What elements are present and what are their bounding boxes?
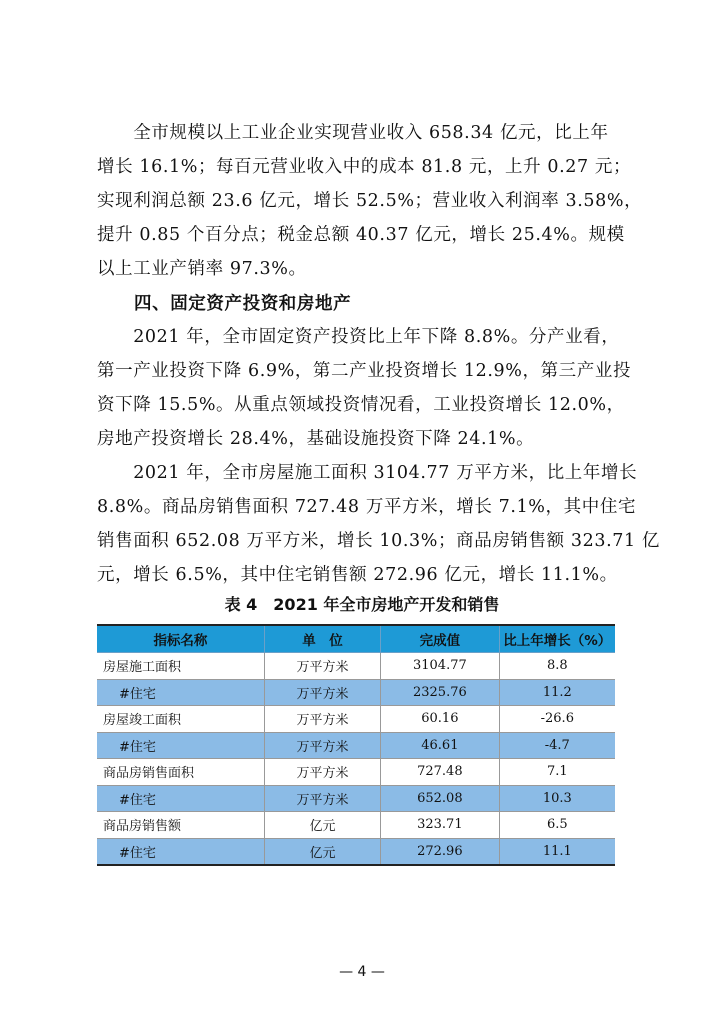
text-line: 资下降 15.5%。从重点领域投资情况看，工业投资增长 12.0%，	[97, 395, 625, 415]
cell-value: 272.96	[381, 838, 499, 865]
cell-value: 727.48	[381, 759, 499, 786]
page-number: — 4 —	[339, 964, 385, 980]
cell-value: 2325.76	[381, 679, 499, 706]
real-estate-table	[97, 624, 615, 866]
paragraph-fixed-investment	[97, 320, 637, 456]
text-line: 提升 0.85 个百分点；税金总额 40.37 亿元，增长 25.4%。规模	[97, 225, 625, 245]
cell-growth: 11.1	[499, 838, 615, 865]
section-heading: 四、固定资产投资和房地产	[134, 294, 352, 314]
header-growth: 比上年增长（%）	[499, 625, 615, 653]
cell-growth: 6.5	[499, 812, 615, 839]
cell-indicator: #住宅	[97, 838, 264, 865]
text-line: 以上工业产销率 97.3%。	[97, 259, 307, 279]
table-body	[97, 653, 615, 866]
table-row	[97, 759, 615, 786]
cell-growth: 8.8	[499, 653, 615, 680]
text-line: 房地产投资增长 28.4%，基础设施投资下降 24.1%。	[97, 429, 535, 449]
cell-value: 60.16	[381, 706, 499, 733]
text-line: 8.8%。商品房销售面积 727.48 万平方米，增长 7.1%，其中住宅	[97, 497, 637, 517]
text-line: 第一产业投资下降 6.9%，第二产业投资增长 12.9%，第三产业投	[97, 361, 632, 381]
cell-indicator: 商品房销售额	[97, 812, 264, 839]
table-row	[97, 785, 615, 812]
table-title: 表 4 2021 年全市房地产开发和销售	[224, 595, 500, 614]
cell-value: 652.08	[381, 785, 499, 812]
cell-value: 46.61	[381, 732, 499, 759]
table-row	[97, 679, 615, 706]
text-line: 增长 16.1%；每百元营业收入中的成本 81.8 元，上升 0.27 元；	[97, 157, 632, 177]
header-indicator: 指标名称	[97, 625, 264, 653]
cell-value: 323.71	[381, 812, 499, 839]
cell-indicator: #住宅	[97, 785, 264, 812]
cell-unit: 万平方米	[264, 732, 380, 759]
cell-unit: 万平方米	[264, 706, 380, 733]
cell-growth: -4.7	[499, 732, 615, 759]
cell-unit: 亿元	[264, 838, 380, 865]
cell-unit: 万平方米	[264, 679, 380, 706]
text-line: 元，增长 6.5%，其中住宅销售额 272.96 亿元，增长 11.1%。	[97, 565, 618, 585]
cell-indicator: #住宅	[97, 679, 264, 706]
cell-indicator: 商品房销售面积	[97, 759, 264, 786]
cell-growth: -26.6	[499, 706, 615, 733]
text-line: 2021 年，全市房屋施工面积 3104.77 万平方米，比上年增长	[97, 463, 638, 483]
header-unit: 单 位	[264, 625, 380, 653]
table-row	[97, 706, 615, 733]
table-row	[97, 653, 615, 680]
table-row	[97, 812, 615, 839]
text-line: 2021 年，全市固定资产投资比上年下降 8.8%。分产业看，	[97, 327, 620, 347]
table-row	[97, 838, 615, 865]
cell-unit: 万平方米	[264, 785, 380, 812]
cell-unit: 万平方米	[264, 653, 380, 680]
cell-indicator: 房屋竣工面积	[97, 706, 264, 733]
paragraph-real-estate	[97, 456, 660, 592]
cell-value: 3104.77	[381, 653, 499, 680]
text-line: 销售面积 652.08 万平方米，增长 10.3%；商品房销售额 323.71 亿	[97, 531, 660, 551]
text-line: 实现利润总额 23.6 亿元，增长 52.5%；营业收入利润率 3.58%，	[97, 191, 643, 211]
cell-growth: 11.2	[499, 679, 615, 706]
cell-indicator: #住宅	[97, 732, 264, 759]
paragraph-industry-revenue	[97, 116, 643, 286]
table-row	[97, 732, 615, 759]
cell-growth: 10.3	[499, 785, 615, 812]
header-value: 完成值	[381, 625, 499, 653]
cell-unit: 万平方米	[264, 759, 380, 786]
text-line: 全市规模以上工业企业实现营业收入 658.34 亿元，比上年	[97, 123, 609, 143]
cell-growth: 7.1	[499, 759, 615, 786]
table-header-row	[97, 625, 615, 653]
cell-indicator: 房屋施工面积	[97, 653, 264, 680]
cell-unit: 亿元	[264, 812, 380, 839]
